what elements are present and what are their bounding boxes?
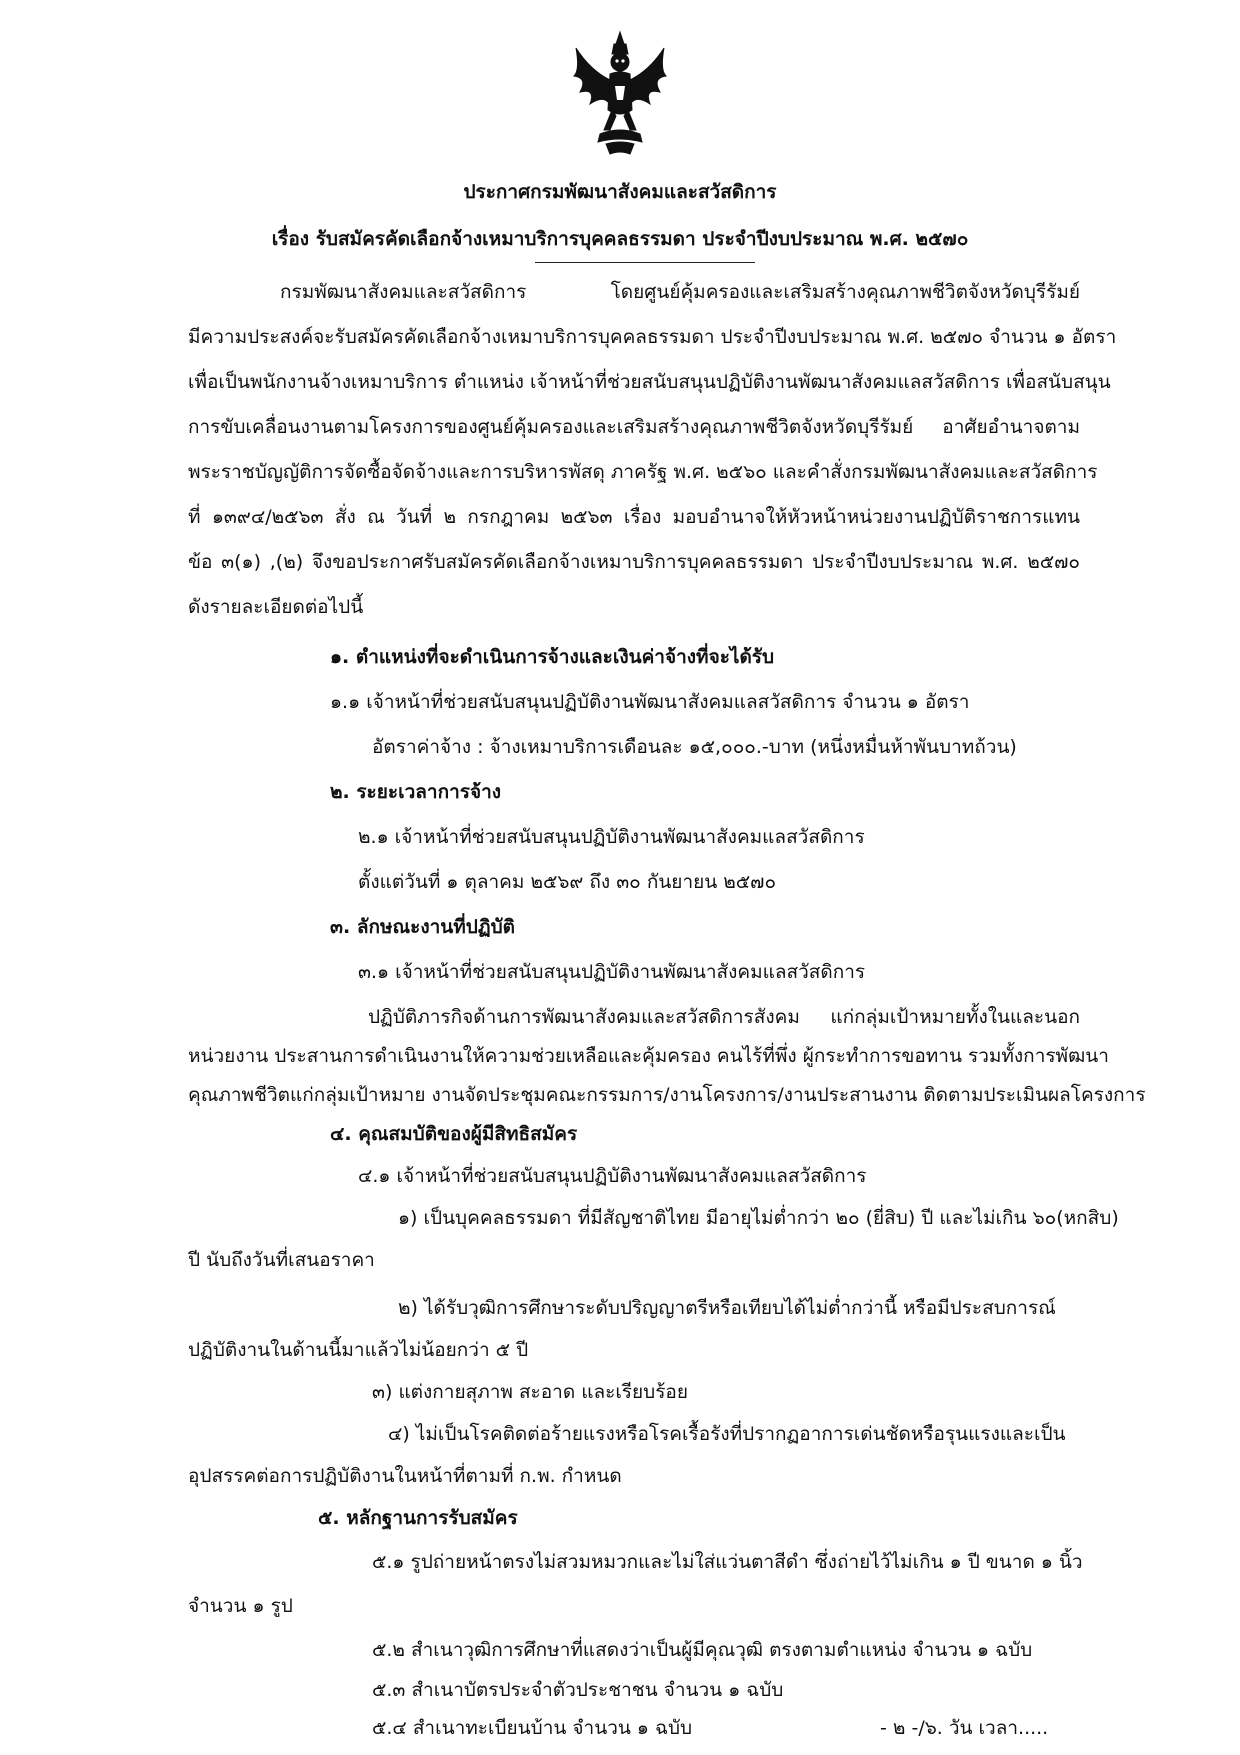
section-2-period: ตั้งแต่วันที่ ๑ ตุลาคม ๒๕๖๙ ถึง ๓๐ กันยายน ๒๕๗๐ [358, 871, 777, 893]
intro-line-7: ข้อ ๓(๑) ,(๒) จึงขอประกาศรับสมัครคัดเลือกจ้างเหมาบริการบุคคลธรรมดา ประจำปีงบประมาณ พ.ศ. ๒๕๗๐ [188, 551, 1080, 573]
intro-line-8: ดังรายละเอียดต่อไปนี้ [188, 596, 364, 618]
section-1-item: ๑.๑ เจ้าหน้าที่ช่วยสนับสนุนปฏิบัติงานพัฒนาสังคมแลสวัสดิการ จำนวน ๑ อัตรา [330, 691, 970, 713]
qualification-3: ๓) แต่งกายสุภาพ สะอาด และเรียบร้อย [372, 1381, 688, 1403]
section-5-heading: ๕. หลักฐานการรับสมัคร [318, 1507, 518, 1529]
section-4-heading: ๔. คุณสมบัติของผู้มีสิทธิสมัคร [330, 1123, 578, 1145]
qualification-2b: ปฏิบัติงานในด้านนี้มาแล้วไม่น้อยกว่า ๕ ปี [188, 1339, 529, 1361]
document-title: ประกาศกรมพัฒนาสังคมและสวัสดิการ [463, 181, 777, 203]
qualification-4a: ๔) ไม่เป็นโรคติดต่อร้ายแรงหรือโรคเรื้อรังที่ปรากฏอาการเด่นชัดหรือรุนแรงและเป็น [388, 1423, 1066, 1445]
section-1-heading: ๑. ตำแหน่งที่จะดำเนินการจ้างและเงินค่าจ้างที่จะได้รับ [330, 646, 775, 668]
section-2-item: ๒.๑ เจ้าหน้าที่ช่วยสนับสนุนปฏิบัติงานพัฒนาสังคมแลสวัสดิการ [358, 826, 865, 848]
page-continuation: - ๒ -/๖. วัน เวลา..... [880, 1717, 1049, 1739]
qualification-1a: ๑) เป็นบุคคลธรรมดา ที่มีสัญชาติไทย มีอายุไม่ต่ำกว่า ๒๐ (ยี่สิบ) ปี และไม่เกิน ๖๐(หกสิบ) [398, 1207, 1119, 1229]
document-1b: จำนวน ๑ รูป [188, 1595, 293, 1617]
title-divider [535, 262, 755, 263]
document-3: ๕.๓ สำเนาบัตรประจำตัวประชาชน จำนวน ๑ ฉบับ [372, 1679, 784, 1701]
section-3-item: ๓.๑ เจ้าหน้าที่ช่วยสนับสนุนปฏิบัติงานพัฒนาสังคมแลสวัสดิการ [358, 961, 866, 983]
intro-line-6: ที่ ๑๓๙๔/๒๕๖๓ สั่ง ณ วันที่ ๒ กรกฎาคม ๒๕๖๓ เรื่อง มอบอำนาจให้หัวหน้าหน่วยงานปฏิบัติราชการแทน [188, 506, 1080, 528]
section-3-desc-3: คุณภาพชีวิตแก่กลุ่มเป้าหมาย งานจัดประชุมคณะกรรมการ/งานโครงการ/งานประสานงาน ติดตามประเมินผลโครงการ [188, 1084, 1146, 1106]
section-3-heading: ๓. ลักษณะงานที่ปฏิบัติ [330, 916, 515, 938]
intro-line-1: กรมพัฒนาสังคมและสวัสดิการ โดยศูนย์คุ้มครองและเสริมสร้างคุณภาพชีวิตจังหวัดบุรีรัมย์ [280, 281, 1080, 303]
section-3-desc-2: หน่วยงาน ประสานการดำเนินงานให้ความช่วยเหลือและคุ้มครอง คนไร้ที่พึ่ง ผู้กระทำการขอทาน รวมทั้งการพัฒนา [188, 1045, 1109, 1067]
document-2: ๕.๒ สำเนาวุฒิการศึกษาที่แสดงว่าเป็นผู้มีคุณวุฒิ ตรงตามตำแหน่ง จำนวน ๑ ฉบับ [372, 1639, 1033, 1661]
intro-line-3: เพื่อเป็นพนักงานจ้างเหมาบริการ ตำแหน่ง เจ้าหน้าที่ช่วยสนับสนุนปฏิบัติงานพัฒนาสังคมแลสวัสดิการ เพื่อสนับสนุน [188, 371, 1111, 393]
section-4-item: ๔.๑ เจ้าหน้าที่ช่วยสนับสนุนปฏิบัติงานพัฒนาสังคมแลสวัสดิการ [358, 1165, 867, 1187]
qualification-2a: ๒) ได้รับวุฒิการศึกษาระดับปริญญาตรีหรือเทียบได้ไม่ต่ำกว่านี้ หรือมีประสบการณ์ [398, 1297, 1056, 1319]
intro-line-5: พระราชบัญญัติการจัดซื้อจัดจ้างและการบริหารพัสดุ ภาครัฐ พ.ศ. ๒๕๖๐ และคำสั่งกรมพัฒนาสังคมและสวัสดิการ [188, 461, 1098, 483]
intro-line-4: การขับเคลื่อนงานตามโครงการของศูนย์คุ้มครองและเสริมสร้างคุณภาพชีวิตจังหวัดบุรีรัมย์ อาศัยอำนาจตาม [188, 416, 1080, 438]
section-1-rate: อัตราค่าจ้าง : จ้างเหมาบริการเดือนละ ๑๕,๐๐๐.-บาท (หนึ่งหมื่นห้าพันบาทถ้วน) [372, 736, 1017, 758]
garuda-emblem [570, 30, 670, 160]
document-1a: ๕.๑ รูปถ่ายหน้าตรงไม่สวมหมวกและไม่ใส่แว่นตาสีดำ ซึ่งถ่ายไว้ไม่เกิน ๑ ปี ขนาด ๑ นิ้ว [372, 1551, 1083, 1573]
qualification-1b: ปี นับถึงวันที่เสนอราคา [188, 1249, 375, 1271]
section-2-heading: ๒. ระยะเวลาการจ้าง [330, 781, 502, 803]
section-3-desc-1: ปฏิบัติภารกิจด้านการพัฒนาสังคมและสวัสดิการสังคม แก่กลุ่มเป้าหมายทั้งในและนอก [368, 1006, 1080, 1028]
intro-line-2: มีความประสงค์จะรับสมัครคัดเลือกจ้างเหมาบริการบุคคลธรรมดา ประจำปีงบประมาณ พ.ศ. ๒๕๗๐ จำนวน ๑ อัตรา [188, 326, 1117, 348]
qualification-4b: อุปสรรคต่อการปฏิบัติงานในหน้าที่ตามที่ ก.พ. กำหนด [188, 1465, 622, 1487]
document-subject: เรื่อง รับสมัครคัดเลือกจ้างเหมาบริการบุคคลธรรมดา ประจำปีงบประมาณ พ.ศ. ๒๕๗๐ [271, 228, 969, 250]
document-4: ๕.๔ สำเนาทะเบียนบ้าน จำนวน ๑ ฉบับ [372, 1717, 693, 1739]
